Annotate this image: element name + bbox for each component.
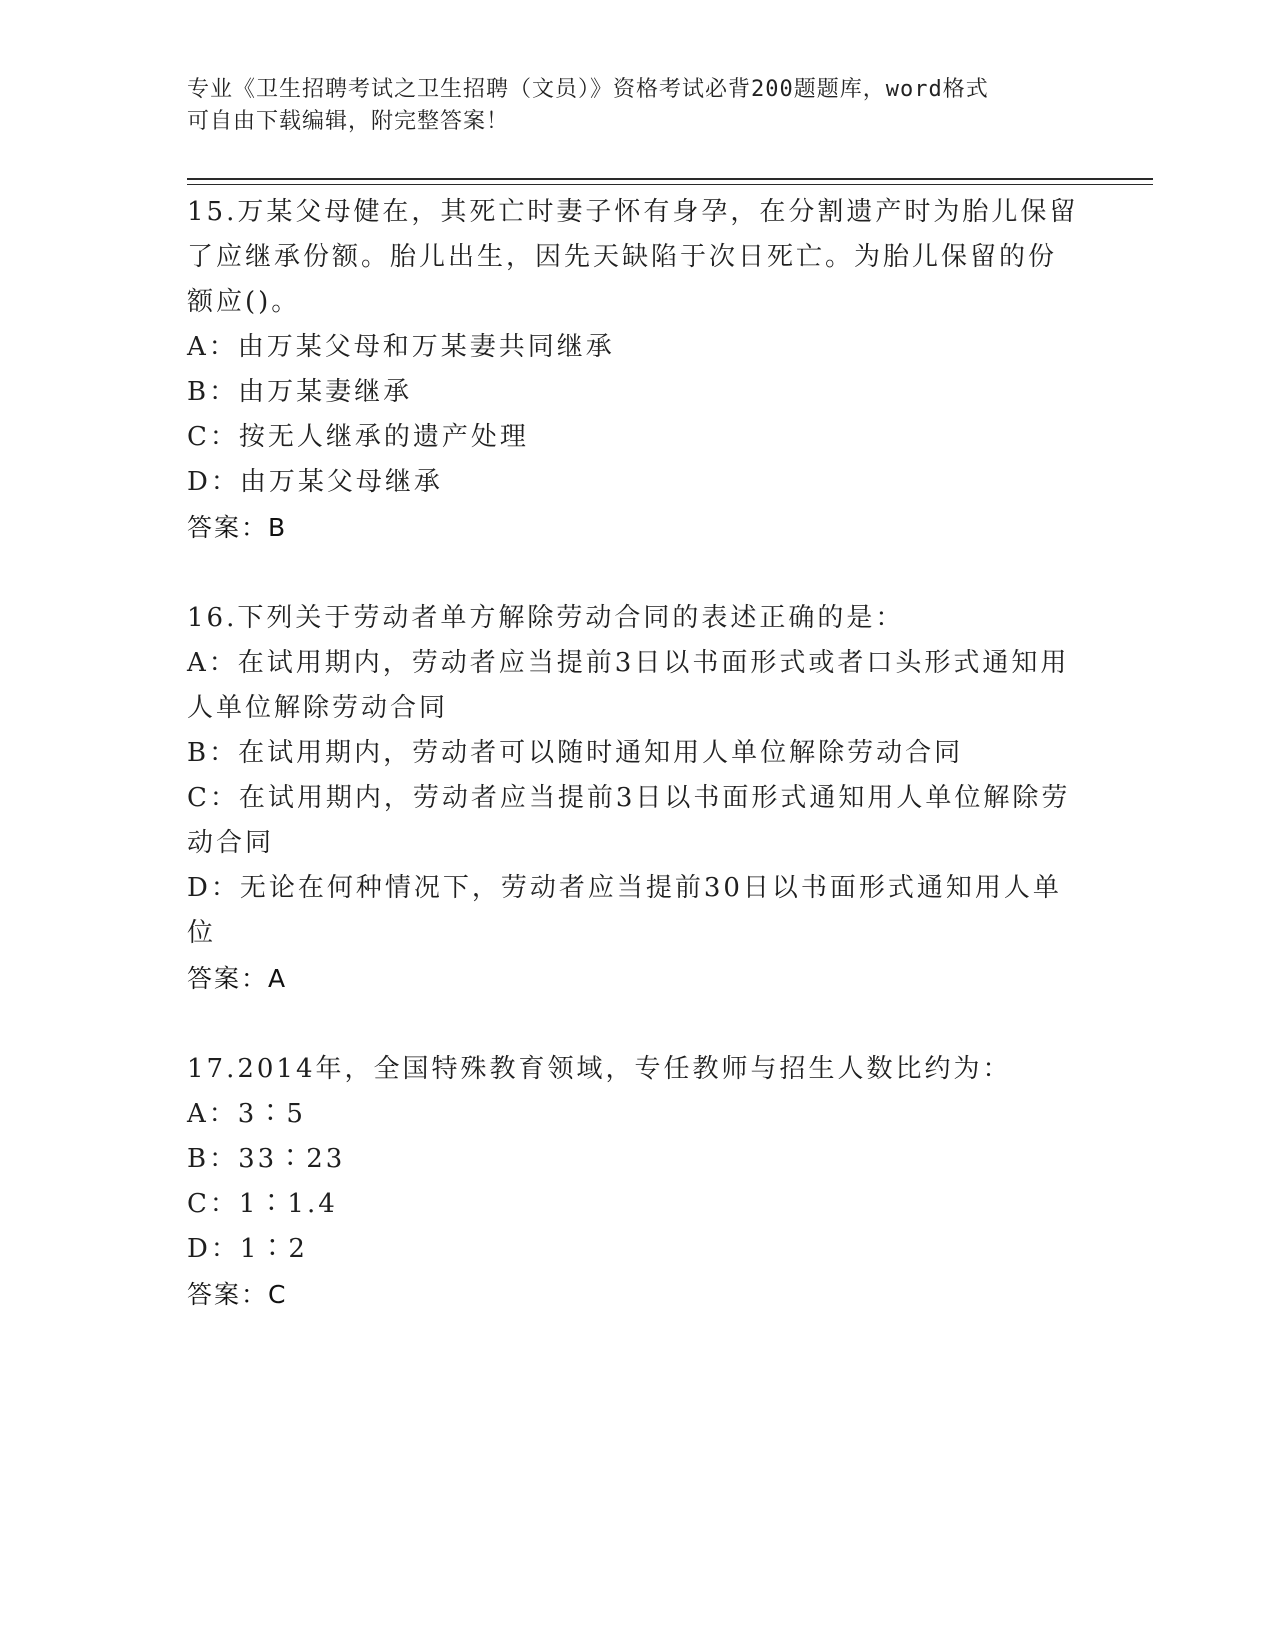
- header-divider-thick: [187, 178, 1153, 180]
- question-stem-line: 16.下列关于劳动者单方解除劳动合同的表述正确的是：: [187, 603, 905, 633]
- answer-option-line: D：1∶2: [187, 1234, 308, 1264]
- answer-option-line: A：在试用期内，劳动者应当提前3日以书面形式或者口头形式通知用: [187, 648, 1070, 678]
- answer-option-line: A：由万某父母和万某妻共同继承: [187, 332, 615, 362]
- answer-key: 答案：C: [187, 1280, 288, 1309]
- answer-option-line: 动合同: [187, 828, 275, 858]
- question-block: [187, 1047, 1067, 1317]
- answer-option-line: C：按无人继承的遗产处理: [187, 422, 529, 452]
- answer-option-line: C：在试用期内，劳动者应当提前3日以书面形式通知用人单位解除劳: [187, 783, 1071, 813]
- header-title-line-2: 可自由下载编辑，附完整答案！: [187, 109, 510, 134]
- question-stem-line: 17.2014年，全国特殊教育领域，专任教师与招生人数比约为：: [187, 1054, 1012, 1084]
- answer-option-line: D：无论在何种情况下，劳动者应当提前30日以书面形式通知用人单: [187, 873, 1062, 903]
- question-stem-line: 额应()。: [187, 287, 301, 317]
- answer-option-line: 位: [187, 918, 217, 948]
- answer-option-line: B：在试用期内，劳动者可以随时通知用人单位解除劳动合同: [187, 738, 964, 768]
- header-divider-thin: [187, 184, 1153, 185]
- answer-key: 答案：A: [187, 964, 288, 993]
- question-block: [187, 190, 1079, 550]
- answer-option-line: C：1∶1.4: [187, 1189, 338, 1219]
- question-block: [187, 596, 1071, 1001]
- answer-key: 答案：B: [187, 513, 288, 542]
- question-stem-line: 15.万某父母健在，其死亡时妻子怀有身孕，在分割遗产时为胎儿保留: [187, 197, 1079, 227]
- question-list: [187, 190, 1079, 1363]
- question-stem-line: 了应继承份额。胎儿出生，因先天缺陷于次日死亡。为胎儿保留的份: [187, 242, 1058, 272]
- answer-option-line: 人单位解除劳动合同: [187, 693, 449, 723]
- document-header: [187, 74, 1067, 138]
- answer-option-line: A：3∶5: [187, 1099, 306, 1129]
- answer-option-line: D：由万某父母继承: [187, 467, 443, 497]
- answer-option-line: B：由万某妻继承: [187, 377, 413, 407]
- header-title-line-1: 专业《卫生招聘考试之卫生招聘（文员）》资格考试必背200题题库，word格式: [187, 77, 989, 102]
- answer-option-line: B：33∶23: [187, 1144, 346, 1174]
